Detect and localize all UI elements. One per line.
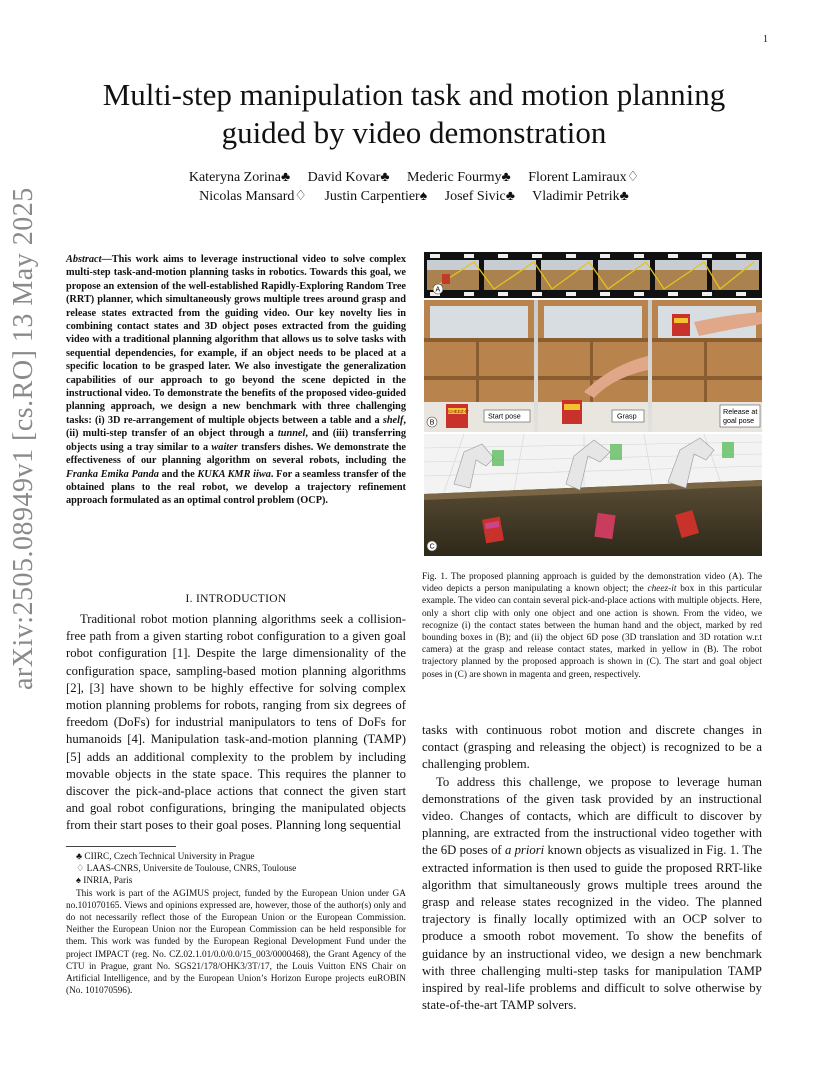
footnotes <box>66 851 406 997</box>
cheezit-box-start <box>446 404 468 428</box>
abstract-em-waiter: waiter <box>211 441 238 453</box>
abstract <box>66 253 406 508</box>
abstract-em-shelf: shelf <box>382 414 404 426</box>
abstract-em-franka: Franka Emika Panda <box>66 468 159 480</box>
abstract-text-3: , and (iii) transferring objects using a tray similar to a <box>66 428 406 453</box>
title-line-1: Multi-step manipulation task and motion planning <box>102 77 726 112</box>
figure-1 <box>424 252 762 556</box>
figure-1-caption <box>422 571 762 681</box>
abstract-em-kuka: KUKA KMR iiwa <box>197 468 271 480</box>
abstract-text-5: and the <box>158 468 198 480</box>
funding-note: This work is part of the AGIMUS project, funded by the European Union under GA no.101070165. Views and opinions expressed are, however, those of the author(s) only and do not necessarily reflect those of the European Union or the European Commission. Neither the European Union nor the European Commission can be held responsible for them. This work was funded by the European Regional Development Fund under the project IMPACT (reg. No. CZ.02.1.01/0.0/0.0/15_003/0000468), the Grant Agency of the CTU in Prague, grant No. SGS21/178/OHK3/3T/17, the Louis Vuitton ENS Chair on Artificial Intelligence, and by the European Union’s Horizon Europe projects euROBIN (No. 101070596). <box>66 888 406 997</box>
label-release-line2: goal pose <box>723 416 755 425</box>
abstract-text-2: , (ii) multi-step transfer of an object through a <box>66 414 406 440</box>
abstract-em-tunnel: tunnel <box>277 428 306 440</box>
abstract-text-6: . For a seamless transfer of the obtained plans to the real robot, we develop a trajectory refinement approach formulated as an optimal control problem (OCP). <box>66 468 406 507</box>
continued-paragraph: tasks with continuous robot motion and discrete changes in contact (grasping and releasing the object) is recognized to be a challenging problem. <box>422 723 762 772</box>
para2-text-b: known objects as visualized in Fig. 1. The extracted information is then used to guide the proposed RRT-like algorithm that simultaneously grows multiple trees around the grasp and release states recognized in the video. The planned trajectory is finally locally optimized with an OCP solver to produce a smooth robot movement. To show the benefits of guidance by an instructional video, we design a new benchmark with three challenging multi-step tasks for manipulation TAMP inspired by real-life problems and difficult to solve otherwise by state-of-the-art TAMP solvers. <box>422 843 762 1013</box>
panel-b-keyframes <box>424 300 762 432</box>
footnote-divider <box>66 846 176 847</box>
affiliation-inria: ♠ INRIA, Paris <box>76 876 133 887</box>
page-number: 1 <box>763 34 768 45</box>
abstract-label: Abstract <box>66 254 102 265</box>
affiliation-laas: ♢ LAAS-CNRS, Universite de Toulouse, CNRS, Toulouse <box>76 864 297 875</box>
caption-text-2: box in this particular example. The video can contain several pick-and-place actions with multiple objects. Here, only a short clip with only one object and one action is shown. From the video, we recognize (i) the contact states between the human hand and the object, marked by red bounding boxes in (B); and (ii) the object 6D pose (3D translation and 3D rotation w.r.t camera) at the grasp and release contact states, marked in yellow in (B). The robot trajectory planned by the proposed approach is shown in (C). The start and goal object poses in (C) are shown in magenta and green, respectively. <box>422 584 763 680</box>
paragraph-address-challenge <box>422 774 762 1015</box>
caption-text-1: Fig. 1. The proposed planning approach is guided by the demonstration video (A). The video depicts a person manipulating a known object; the <box>422 572 762 595</box>
arxiv-identifier-stamp: arXiv:2505.08949v1 [cs.RO] 13 May 2025 <box>8 187 39 690</box>
label-grasp: Grasp <box>617 411 637 421</box>
panel-a-label: A <box>435 286 441 294</box>
cheezit-box-grasp <box>562 400 582 424</box>
box-text-start: CHEEZ-IT <box>448 409 470 414</box>
panel-a-video-strip <box>424 252 762 298</box>
abstract-text-1: —This work aims to leverage instructional video to solve complex multi-step task-and-motion planning tasks in robotics. Towards this goal, we propose an extension of the well-established Rapidly-Exploring Random Tree (RRT) planner, which simultaneously grows multiple trees around grasp and release states extracted from the guiding video. Our key novelty lies in combining contact states and 3D object poses extracted from the guiding video with a traditional planning algorithm that allows us to solve tasks with sequential dependencies, for example, if an object needs to be placed at a specific location to be grasped later. We also investigate the generalization capabilities of our approach to go beyond the scene depicted in the instructional video. To demonstrate the benefits of the proposed video-guided planning approach, we design a new benchmark with three challenging tasks: (i) 3D re-arrangement of multiple objects between a table and a <box>66 254 406 426</box>
label-start-pose: Start pose <box>488 411 521 421</box>
para2-em-apriori: a priori <box>504 843 545 858</box>
authors-row-2: Nicolas Mansard♢ Justin Carpentier♠ Josef Sivic♣ Vladimir Petrik♣ <box>199 189 629 204</box>
section-heading-introduction: I. INTRODUCTION <box>185 593 287 605</box>
abstract-text-4: transfers dishes. We demonstrate the effectiveness of our planning algorithm on several robots, including the <box>66 441 406 467</box>
panel-c-robot-plan <box>424 434 762 556</box>
intro-paragraph: Traditional robot motion planning algorithms seek a collision-free path from a given starting robot configuration to a given goal robot configuration [1]. Despite the large dimensionality of the configuration space, sampling-based motion planning algorithms [2], [3] have shown to be highly effective for solving complex motion planning problems for robots, ranging from six degrees of freedom (DoFs) for industrial manipulators to tens of DoFs for humanoids [4]. Manipulation task-and-motion planning (TAMP) [5] adds an additional complexity to the problem by including movable objects in the state space. This requires the planner to discover the pick-and-place actions that connect the given start and goal robot configurations, bringing the manipulated objects from their start poses to their goal poses. Planning long sequential <box>66 612 406 833</box>
authors-row-1: Kateryna Zorina♣ David Kovar♣ Mederic Fourmy♣ Florent Lamiraux♢ <box>188 170 640 185</box>
label-release-line1: Release at <box>723 407 758 416</box>
author-list <box>60 168 768 206</box>
affiliation-ciirc: ♣ CIIRC, Czech Technical University in Prague <box>76 852 255 862</box>
title-line-2: guided by video demonstration <box>221 115 607 150</box>
paper-title <box>60 76 768 152</box>
right-column-body <box>422 722 762 1014</box>
cheezit-box-release <box>672 314 690 336</box>
caption-em-cheezit: cheez-it <box>647 584 677 595</box>
panel-c-label: C <box>429 543 435 551</box>
panel-b-label: B <box>429 419 435 427</box>
para2-text-a: To address this challenge, we propose to leverage human demonstrations of the given task provided by an instructional video. Changes of contacts, which are difficult to discover by planning, are extracted from the instructional video together with the 6D poses of <box>422 774 762 858</box>
